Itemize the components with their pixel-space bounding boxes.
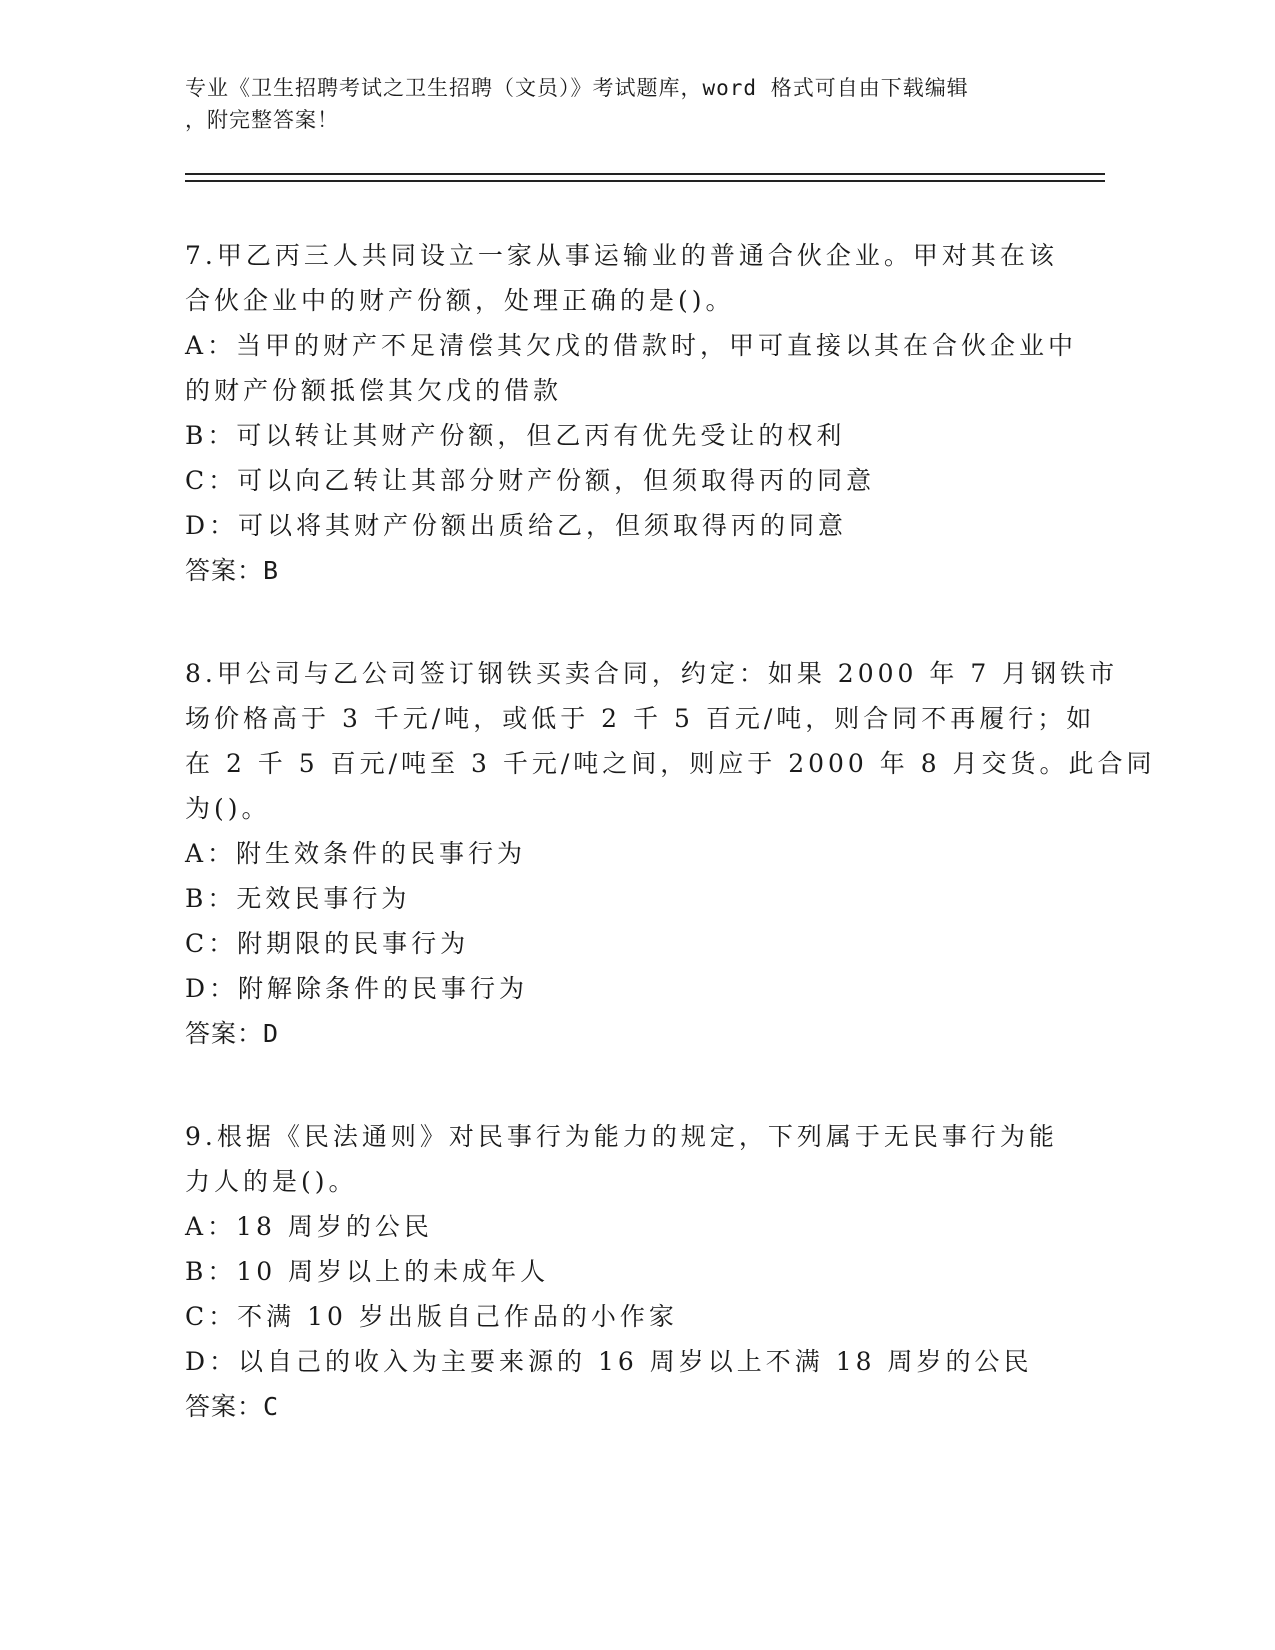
question-stem-line: 场价格高于 3 千元/吨，或低于 2 千 5 百元/吨，则合同不再履行；如	[185, 704, 1096, 733]
question-7	[185, 233, 1085, 593]
option-b: B：无效民事行为	[185, 884, 411, 913]
option-c: C：可以向乙转让其部分财产份额，但须取得丙的同意	[185, 466, 876, 495]
option-d: D：附解除条件的民事行为	[185, 974, 529, 1003]
answer: 答案：C	[185, 1392, 280, 1421]
header-rule-top	[185, 173, 1105, 175]
option-c: C：附期限的民事行为	[185, 929, 470, 958]
question-stem-line: 力人的是()。	[185, 1167, 358, 1196]
question-stem-line: 8.甲公司与乙公司签订钢铁买卖合同，约定：如果 2000 年 7 月钢铁市	[185, 659, 1119, 688]
option-a: A：当甲的财产不足清偿其欠戊的借款时，甲可直接以其在合伙企业中	[185, 331, 1078, 360]
question-stem-line: 7.甲乙丙三人共同设立一家从事运输业的普通合伙企业。甲对其在该	[185, 241, 1058, 270]
option-a: A：附生效条件的民事行为	[185, 839, 527, 868]
header-line: 专业《卫生招聘考试之卫生招聘（文员）》考试题库，word 格式可自由下载编辑	[185, 76, 969, 100]
question-9	[185, 1114, 1085, 1429]
option-d: D：可以将其财产份额出质给乙，但须取得丙的同意	[185, 511, 848, 540]
option-b: B：10 周岁以上的未成年人	[185, 1257, 550, 1286]
document-header	[185, 72, 1085, 136]
answer: 答案：D	[185, 1019, 280, 1048]
option-a-continued: 的财产份额抵偿其欠戊的借款	[185, 376, 563, 405]
question-stem-line: 为()。	[185, 794, 271, 823]
question-8	[185, 651, 1156, 1056]
question-stem-line: 在 2 千 5 百元/吨至 3 千元/吨之间，则应于 2000 年 8 月交货。此合同	[185, 749, 1156, 778]
option-d: D：以自己的收入为主要来源的 16 周岁以上不满 18 周岁的公民	[185, 1347, 1033, 1376]
question-stem-line: 9.根据《民法通则》对民事行为能力的规定，下列属于无民事行为能	[185, 1122, 1058, 1151]
option-b: B：可以转让其财产份额，但乙丙有优先受让的权利	[185, 421, 846, 450]
option-c: C：不满 10 岁出版自己作品的小作家	[185, 1302, 678, 1331]
header-rule-bottom	[185, 180, 1105, 182]
question-list	[185, 233, 1156, 1487]
header-line: ，附完整答案！	[185, 108, 339, 132]
answer: 答案：B	[185, 556, 280, 585]
question-stem-line: 合伙企业中的财产份额，处理正确的是()。	[185, 286, 735, 315]
option-a: A：18 周岁的公民	[185, 1212, 433, 1241]
